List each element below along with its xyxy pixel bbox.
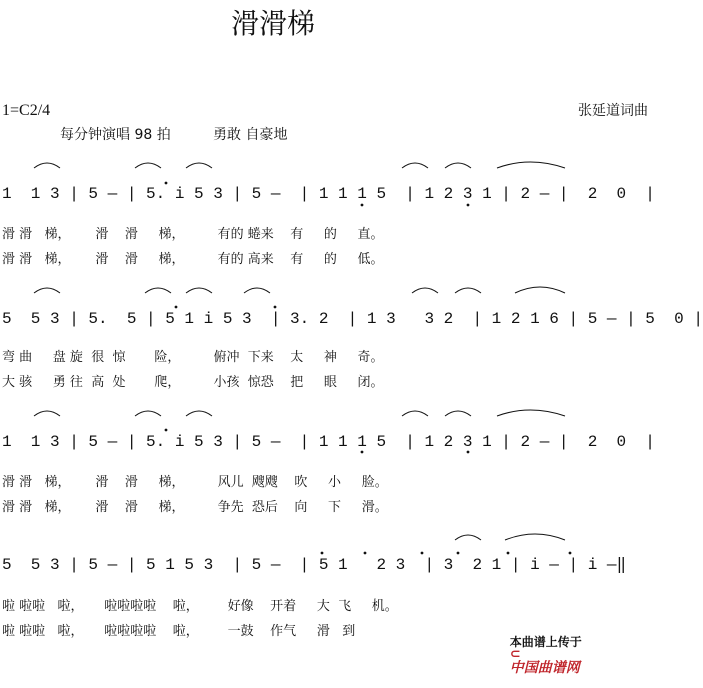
slur-arc	[402, 411, 428, 416]
octave-dot	[569, 552, 572, 555]
slur-arc	[34, 163, 60, 168]
site-logo-icon: ⊂⁠	[509, 647, 521, 662]
composer-credit: 张延道词曲	[578, 103, 648, 119]
slur-arc	[515, 287, 565, 293]
slur-arc	[497, 162, 565, 168]
notation-line-3: 1 1 3 | 5 — | 5. i 5 3 | 5 — | 1 1 1 5 | 1 2 3 1 | 2 — | 2 0 |	[2, 433, 655, 451]
octave-dot	[457, 552, 460, 555]
expression-marking: 勇敢 自豪地	[213, 127, 288, 143]
slur-arc	[135, 163, 161, 168]
octave-dot	[364, 552, 367, 555]
slur-arc	[445, 411, 471, 416]
octave-dot	[274, 306, 277, 309]
watermark-brand: 中国曲谱网	[509, 660, 580, 676]
octave-dot-low	[361, 451, 364, 454]
lyrics-line-4b: 啦 啦啦 啦， 啦啦啦啦 啦， 一鼓 作气 滑 到	[2, 624, 356, 639]
slur-arc	[505, 534, 565, 540]
lyrics-line-2a: 弯 曲 盘 旋 很 惊 险， 俯冲 下来 太 神 奇。	[2, 350, 384, 365]
slur-arc	[186, 411, 212, 416]
slur-arc	[412, 288, 438, 293]
octave-dot-low	[467, 451, 470, 454]
slur-arc	[402, 163, 428, 168]
lyrics-line-3b: 滑 滑 梯， 滑 滑 梯， 争先 恐后 向 下 滑。	[2, 500, 388, 515]
lyrics-line-1b: 滑 滑 梯， 滑 滑 梯， 有的 高来 有 的 低。	[2, 252, 384, 267]
slur-arc	[145, 288, 171, 293]
lyrics-line-1a: 滑 滑 梯， 滑 滑 梯， 有的 蜷来 有 的 直。	[2, 227, 384, 242]
slur-arc	[135, 411, 161, 416]
octave-dot-low	[467, 204, 470, 207]
slur-arc	[186, 163, 212, 168]
slur-arc	[455, 288, 481, 293]
notation-line-2: 5 5 3 | 5. 5 | 5 1 i 5 3 | 3. 2 | 1 3 3 2 | 1 2 1 6 | 5 — | 5 0 |	[2, 310, 703, 328]
lyrics-line-2b: 大 骇 勇 往 高 处 爬， 小孩 惊恐 把 眼 闭。	[2, 375, 384, 390]
lyrics-line-3a: 滑 滑 梯， 滑 滑 梯， 风儿 飕飕 吹 小 脸。	[2, 475, 388, 490]
notation-line-1: 1 1 3 | 5 — | 5. i 5 3 | 5 — | 1 1 1 5 | 1 2 3 1 | 2 — | 2 0 |	[2, 185, 655, 203]
key-signature: 1=C2/4	[2, 102, 51, 119]
octave-dot	[165, 429, 168, 432]
octave-dot-low	[361, 204, 364, 207]
slur-arc	[445, 163, 471, 168]
slur-arc	[34, 288, 60, 293]
watermark-text: 本曲谱上传于	[509, 635, 582, 649]
slur-arc	[244, 288, 270, 293]
slur-arc	[34, 411, 60, 416]
octave-dot	[421, 552, 424, 555]
lyrics-line-4a: 啦 啦啦 啦， 啦啦啦啦 啦， 好像 开着 大 飞 机。	[2, 599, 398, 614]
song-title: 滑滑梯	[231, 7, 316, 40]
notation-line-4: 5 5 3 | 5 — | 5 1 5 3 | 5 — | 5 1 2 3 | 3 2 1 | i — | i —‖	[2, 556, 627, 574]
slur-arc	[497, 410, 565, 416]
octave-dot	[175, 306, 178, 309]
slur-arc	[455, 535, 481, 540]
octave-dot	[321, 552, 324, 555]
octave-dot	[507, 552, 510, 555]
octave-dot	[165, 182, 168, 185]
tempo-marking: 每分钟演唱 98 拍	[60, 127, 171, 143]
slur-arc	[186, 288, 212, 293]
